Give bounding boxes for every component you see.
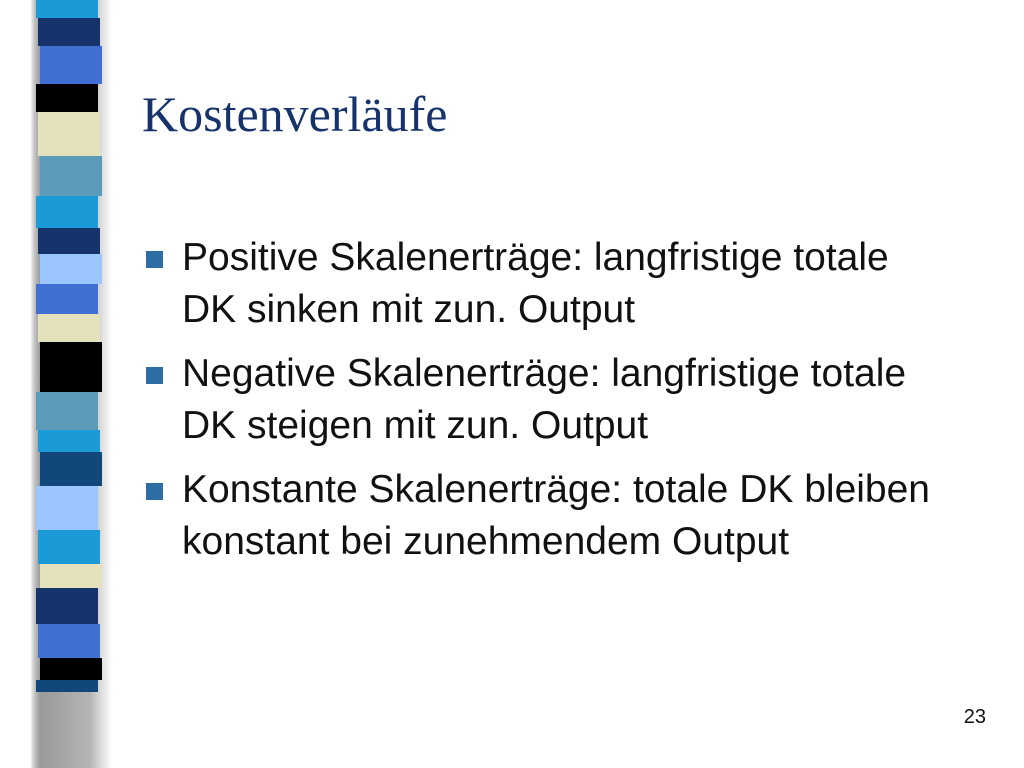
stripe-segment — [38, 112, 100, 156]
stripe-segment — [36, 84, 98, 112]
square-bullet-icon — [146, 483, 163, 500]
decorative-striped-border — [38, 0, 100, 768]
stripe-segment — [40, 342, 102, 392]
bullet-item — [142, 232, 942, 336]
square-bullet-icon — [146, 251, 163, 268]
stripe-segment — [38, 530, 100, 564]
bullet-text: Negative Skalenerträge: langfristige totale DK steigen mit zun. Output — [182, 352, 907, 447]
stripe-segment — [40, 46, 102, 84]
stripe-segment — [36, 0, 98, 18]
stripe-segment — [38, 314, 100, 342]
stripe-segment — [40, 452, 102, 486]
stripe-segment — [38, 430, 100, 452]
stripe-segment — [36, 392, 98, 430]
stripe-segment — [36, 196, 98, 228]
stripe-segment — [40, 658, 102, 680]
bullet-list — [142, 232, 942, 580]
stripe-segment — [36, 486, 98, 530]
stripe-segment — [38, 18, 100, 46]
stripe-segment — [38, 624, 100, 658]
bullet-item — [142, 464, 942, 568]
stripe-segment — [36, 588, 98, 624]
stripe-segment — [36, 680, 98, 692]
stripe-segment — [36, 284, 98, 314]
bullet-text: Konstante Skalenerträge: totale DK bleiben konstant bei zunehmendem Output — [182, 468, 930, 563]
square-bullet-icon — [146, 367, 163, 384]
page-number: 23 — [963, 706, 986, 728]
bullet-text: Positive Skalenerträge: langfristige totale DK sinken mit zun. Output — [182, 236, 889, 331]
stripe-segment — [40, 254, 102, 284]
bullet-item — [142, 348, 942, 452]
slide-title: Kostenverläufe — [142, 86, 448, 142]
stripe-segment — [40, 564, 102, 588]
stripe-segment — [38, 228, 100, 254]
stripe-segment — [40, 156, 102, 196]
